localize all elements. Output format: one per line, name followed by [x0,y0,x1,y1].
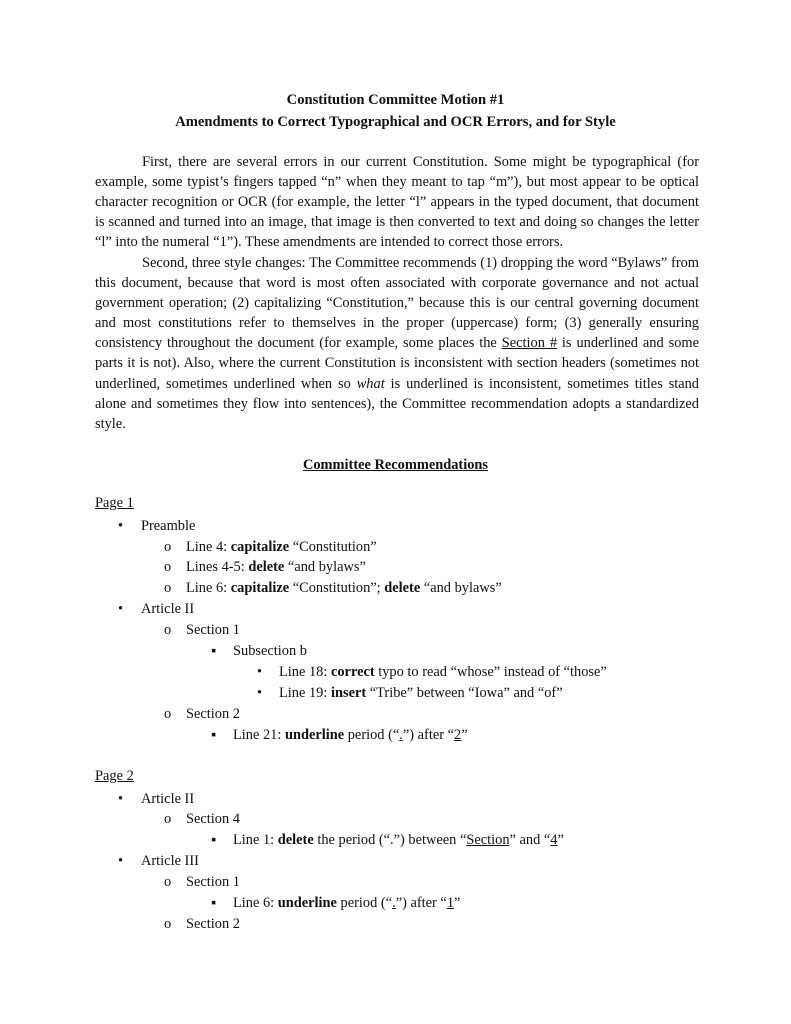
preamble-line-4: Line 4: capitalize “Constitution” [186,539,377,555]
bullet-icon: • [257,685,263,701]
section-4-item: Section 4 [186,811,240,827]
committee-recommendations-heading: Committee Recommendations [302,457,489,473]
bullet-icon: • [118,518,124,534]
article-iii-item: Article III [141,853,199,869]
circle-bullet-icon: o [164,580,172,596]
circle-bullet-icon: o [164,811,172,827]
line-18-item: Line 18: correct typo to read “whose” instead of “those” [279,664,607,680]
paragraph-errors: First, there are several errors in our current Constitution. Some might be typographical (for example, some typist’s fingers tapped “n” when they meant to tap “m”), but most appear to be optical character recognition or OCR (for example, the letter “l” appears in the typed document, that document is scanned and turned into an image, that image is then converted to text and doing so changes the letter “l” into the numeral “1”). These amendments are intended to correct those errors. [95,154,699,251]
circle-bullet-icon: o [164,622,172,638]
square-bullet-icon: ▪ [211,643,217,659]
paragraph-style-changes: Second, three style changes: The Committee recommends (1) dropping the word “Bylaws” from this document, because that word is most often associated with corporate governance and not actual government operation; (2) capitalizing “Constitution,” because this is our central governing document and most constitutions refer to themselves in the proper (uppercase) form; (3) generally ensuring consistency throughout the document (for example, some places the Section # is underlined and some parts it is not). Also, where the current Constitution is inconsistent with section headers (sometimes not underlined, sometimes underlined when so what is underlined is inconsistent, sometimes titles stand alone and sometimes they flow into sentences), the Committee recommendation adopts a standardized style. [95,255,699,432]
square-bullet-icon: ▪ [211,895,217,911]
circle-bullet-icon: o [164,706,172,722]
bullet-icon: • [118,791,124,807]
preamble-lines-4-5: Lines 4-5: delete “and bylaws” [186,559,366,575]
circle-bullet-icon: o [164,559,172,575]
preamble-line-6: Line 6: capitalize “Constitution”; delete “and bylaws” [186,580,502,596]
document-title: Constitution Committee Motion #1 [286,92,505,108]
bullet-icon: • [118,853,124,869]
section-link-text: Section # [501,335,558,352]
square-bullet-icon: ▪ [211,832,217,848]
line-19-item: Line 19: insert “Tribe” between “Iowa” and “of” [279,685,563,701]
article-ii-item: Article II [141,601,195,617]
square-bullet-icon: ▪ [211,727,217,743]
page2-line-1-item: Line 1: delete the period (“.”) between “Section” and “4” [233,832,564,848]
bullet-icon: • [257,664,263,680]
section-1-item: Section 1 [186,622,240,638]
page-2-label: Page 2 [95,768,134,784]
subsection-b-item: Subsection b [233,643,307,659]
section-2-item: Section 2 [186,706,240,722]
page2-section-2-item: Section 2 [186,916,240,932]
bullet-icon: • [118,601,124,617]
page2-line-6-item: Line 6: underline period (“.”) after “1” [233,895,461,911]
document-subtitle: Amendments to Correct Typographical and OCR Errors, and for Style [175,114,616,130]
emphasis-what: what [356,375,385,392]
preamble-item: Preamble [141,518,196,534]
page-1-label: Page 1 [95,495,134,511]
page2-article-ii-item: Article II [141,791,195,807]
circle-bullet-icon: o [164,539,172,555]
circle-bullet-icon: o [164,874,172,890]
circle-bullet-icon: o [164,916,172,932]
line-21-item: Line 21: underline period (“.”) after “2” [233,727,468,743]
page2-section-1-item: Section 1 [186,874,240,890]
